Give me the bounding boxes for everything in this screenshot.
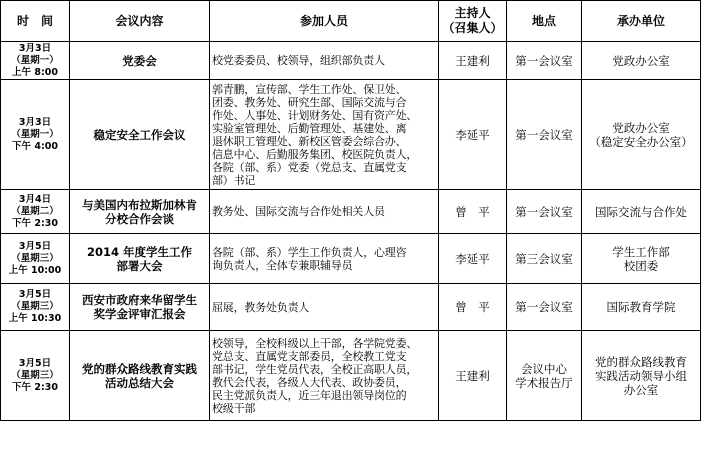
time-cell — [1, 284, 70, 331]
meeting-title-cell-line: 分校合作会谈 — [105, 211, 174, 226]
attendees-cell-line: 校级干部 — [212, 401, 256, 415]
place-cell-line: 第一会议室 — [515, 127, 573, 142]
attendees-cell-line: 信息中心、后勤服务集团、校医院负责人， — [212, 147, 418, 161]
header-attendees: 参加人员 — [210, 1, 439, 42]
place-cell-line: 会议中心 — [521, 361, 567, 376]
meeting-title-cell — [70, 80, 210, 190]
time-cell-line: （星期一） — [11, 128, 59, 140]
meeting-title-cell-line: 党的群众路线教育实践 — [82, 361, 197, 376]
time-cell-line: 3月4日 — [18, 193, 52, 205]
organizer-cell-line: （稳定安全办公室） — [589, 134, 693, 149]
place-cell — [507, 190, 582, 234]
organizer-cell-line: 党的群众路线教育 — [595, 354, 687, 369]
table-row — [1, 284, 701, 331]
time-cell-line: 下午 2:30 — [12, 217, 58, 229]
organizer-cell-line: 国际教育学院 — [606, 300, 676, 314]
attendees-cell-line: 郭青鹏，宣传部、学生工作处、保卫处、 — [212, 82, 407, 96]
attendees-cell-line: 教务处、国际交流与合作处相关人员 — [212, 205, 385, 218]
header-host — [439, 1, 507, 42]
organizer-cell — [582, 80, 701, 190]
place-cell — [507, 80, 582, 190]
meeting-title-cell-line: 2014 年度学生工作 — [86, 244, 192, 259]
attendees-cell-line: 校领导，全校科级以上干部，各学院党委、 — [212, 336, 418, 350]
attendees-cell-line: 作处、人事处、计划财务处、国有资产处、 — [212, 108, 418, 122]
organizer-cell-line: 实践活动领导小组 — [595, 368, 687, 383]
place-cell — [507, 284, 582, 331]
table-row — [1, 331, 701, 421]
attendees-cell-line: 团委、教务处、研究生部、国际交流与合 — [212, 95, 407, 109]
attendees-cell — [210, 42, 439, 80]
meeting-title-cell-line: 党委会 — [122, 53, 157, 68]
time-cell-line: 上午 8:00 — [12, 66, 58, 78]
table-row — [1, 234, 701, 284]
attendees-cell-line: 退休职工管理处、新校区管委会综合办、 — [212, 134, 407, 148]
attendees-cell-line: 部）书记 — [212, 173, 256, 187]
attendees-cell-line: 屈展，教务处负责人 — [212, 300, 310, 314]
meeting-title-cell-line: 活动总结大会 — [105, 375, 174, 390]
time-cell-line: 3月5日 — [18, 357, 52, 369]
attendees-cell-line: 部书记，学生党员代表，全校正高职人员， — [212, 362, 418, 376]
time-cell-line: 下午 4:00 — [12, 140, 58, 152]
attendees-cell-line: 实验室管理处、后勤管理处、基建处、离 — [212, 121, 407, 135]
meeting-title-cell-line: 奖学金评审汇报会 — [93, 307, 186, 321]
attendees-cell — [210, 190, 439, 234]
organizer-cell-line: 国际交流与合作处 — [595, 204, 687, 219]
table-row — [1, 80, 701, 190]
time-cell — [1, 331, 70, 421]
attendees-cell-line: 询负责人，全体专兼职辅导员 — [212, 258, 353, 272]
organizer-cell-line: 办公室 — [623, 382, 659, 397]
time-cell-line: （星期二） — [11, 205, 59, 217]
organizer-cell — [582, 331, 701, 421]
place-cell — [507, 234, 582, 284]
organizer-cell — [582, 284, 701, 331]
header-host-line2: （召集人） — [442, 21, 503, 35]
header-organizer: 承办单位 — [582, 1, 701, 42]
header-row — [1, 1, 701, 42]
meeting-title-cell — [70, 190, 210, 234]
place-cell-line: 第三会议室 — [515, 251, 573, 266]
attendees-cell-line: 教代会代表，各级人大代表、政协委员， — [212, 375, 407, 389]
time-cell — [1, 234, 70, 284]
meeting-title-cell — [70, 42, 210, 80]
meeting-title-cell-line: 与美国内布拉斯加林肯 — [82, 197, 197, 212]
time-cell-line: 3月5日 — [18, 240, 52, 252]
attendees-cell-line: 党总支、直属党支部委员，全校教工党支 — [212, 349, 407, 363]
time-cell-line: （星期三） — [11, 301, 59, 312]
place-cell — [507, 331, 582, 421]
time-cell-line: 下午 2:30 — [12, 381, 58, 393]
organizer-cell-line: 党政办公室 — [612, 120, 670, 135]
meeting-title-cell-line: 部署大会 — [116, 258, 163, 273]
host-cell: 曾 平 — [439, 190, 507, 234]
table-row — [1, 190, 701, 234]
host-cell: 王建利 — [439, 331, 507, 421]
place-cell-line: 学术报告厅 — [515, 375, 573, 390]
time-cell — [1, 190, 70, 234]
organizer-cell — [582, 42, 701, 80]
meeting-title-cell-line: 西安市政府来华留学生 — [82, 293, 197, 307]
attendees-cell-line: 各院（部、系）党委（党总支、直属党支 — [212, 160, 407, 174]
organizer-cell-line: 校团委 — [623, 258, 659, 273]
organizer-cell-line: 学生工作部 — [612, 244, 670, 259]
organizer-cell — [582, 234, 701, 284]
attendees-cell — [210, 331, 439, 421]
place-cell — [507, 42, 582, 80]
meeting-title-cell-line: 稳定安全工作会议 — [93, 127, 186, 142]
place-cell-line: 第一会议室 — [515, 204, 573, 219]
host-cell: 曾 平 — [439, 284, 507, 331]
host-cell: 李延平 — [439, 80, 507, 190]
header-content: 会议内容 — [70, 1, 210, 42]
organizer-cell — [582, 190, 701, 234]
host-cell: 李延平 — [439, 234, 507, 284]
time-cell-line: 3月3日 — [18, 42, 52, 54]
time-cell-line: 上午 10:30 — [8, 313, 62, 324]
time-cell-line: 上午 10:00 — [8, 264, 62, 276]
meeting-title-cell — [70, 234, 210, 284]
attendees-cell-line: 各院（部、系）学生工作负责人，心理咨 — [212, 245, 407, 259]
attendees-cell-line: 校党委委员、校领导，组织部负责人 — [212, 54, 385, 67]
time-cell-line: （星期三） — [11, 252, 59, 264]
time-cell-line: （星期三） — [11, 369, 59, 381]
meeting-title-cell — [70, 331, 210, 421]
header-time: 时 间 — [1, 1, 70, 42]
host-cell: 王建利 — [439, 42, 507, 80]
header-host-line1: 主持人 — [454, 6, 491, 20]
attendees-cell-line: 民主党派负责人，近三年退出领导岗位的 — [212, 388, 407, 402]
attendees-cell — [210, 284, 439, 331]
time-cell — [1, 80, 70, 190]
table-row — [1, 42, 701, 80]
attendees-cell — [210, 234, 439, 284]
time-cell — [1, 42, 70, 80]
attendees-cell — [210, 80, 439, 190]
place-cell-line: 第一会议室 — [515, 53, 573, 68]
place-cell-line: 第一会议室 — [515, 300, 573, 314]
organizer-cell-line: 党政办公室 — [612, 53, 670, 68]
time-cell-line: 3月5日 — [18, 289, 52, 300]
time-cell-line: 3月3日 — [18, 116, 52, 128]
time-cell-line: （星期一） — [11, 54, 59, 66]
header-place: 地点 — [507, 1, 582, 42]
meeting-title-cell — [70, 284, 210, 331]
